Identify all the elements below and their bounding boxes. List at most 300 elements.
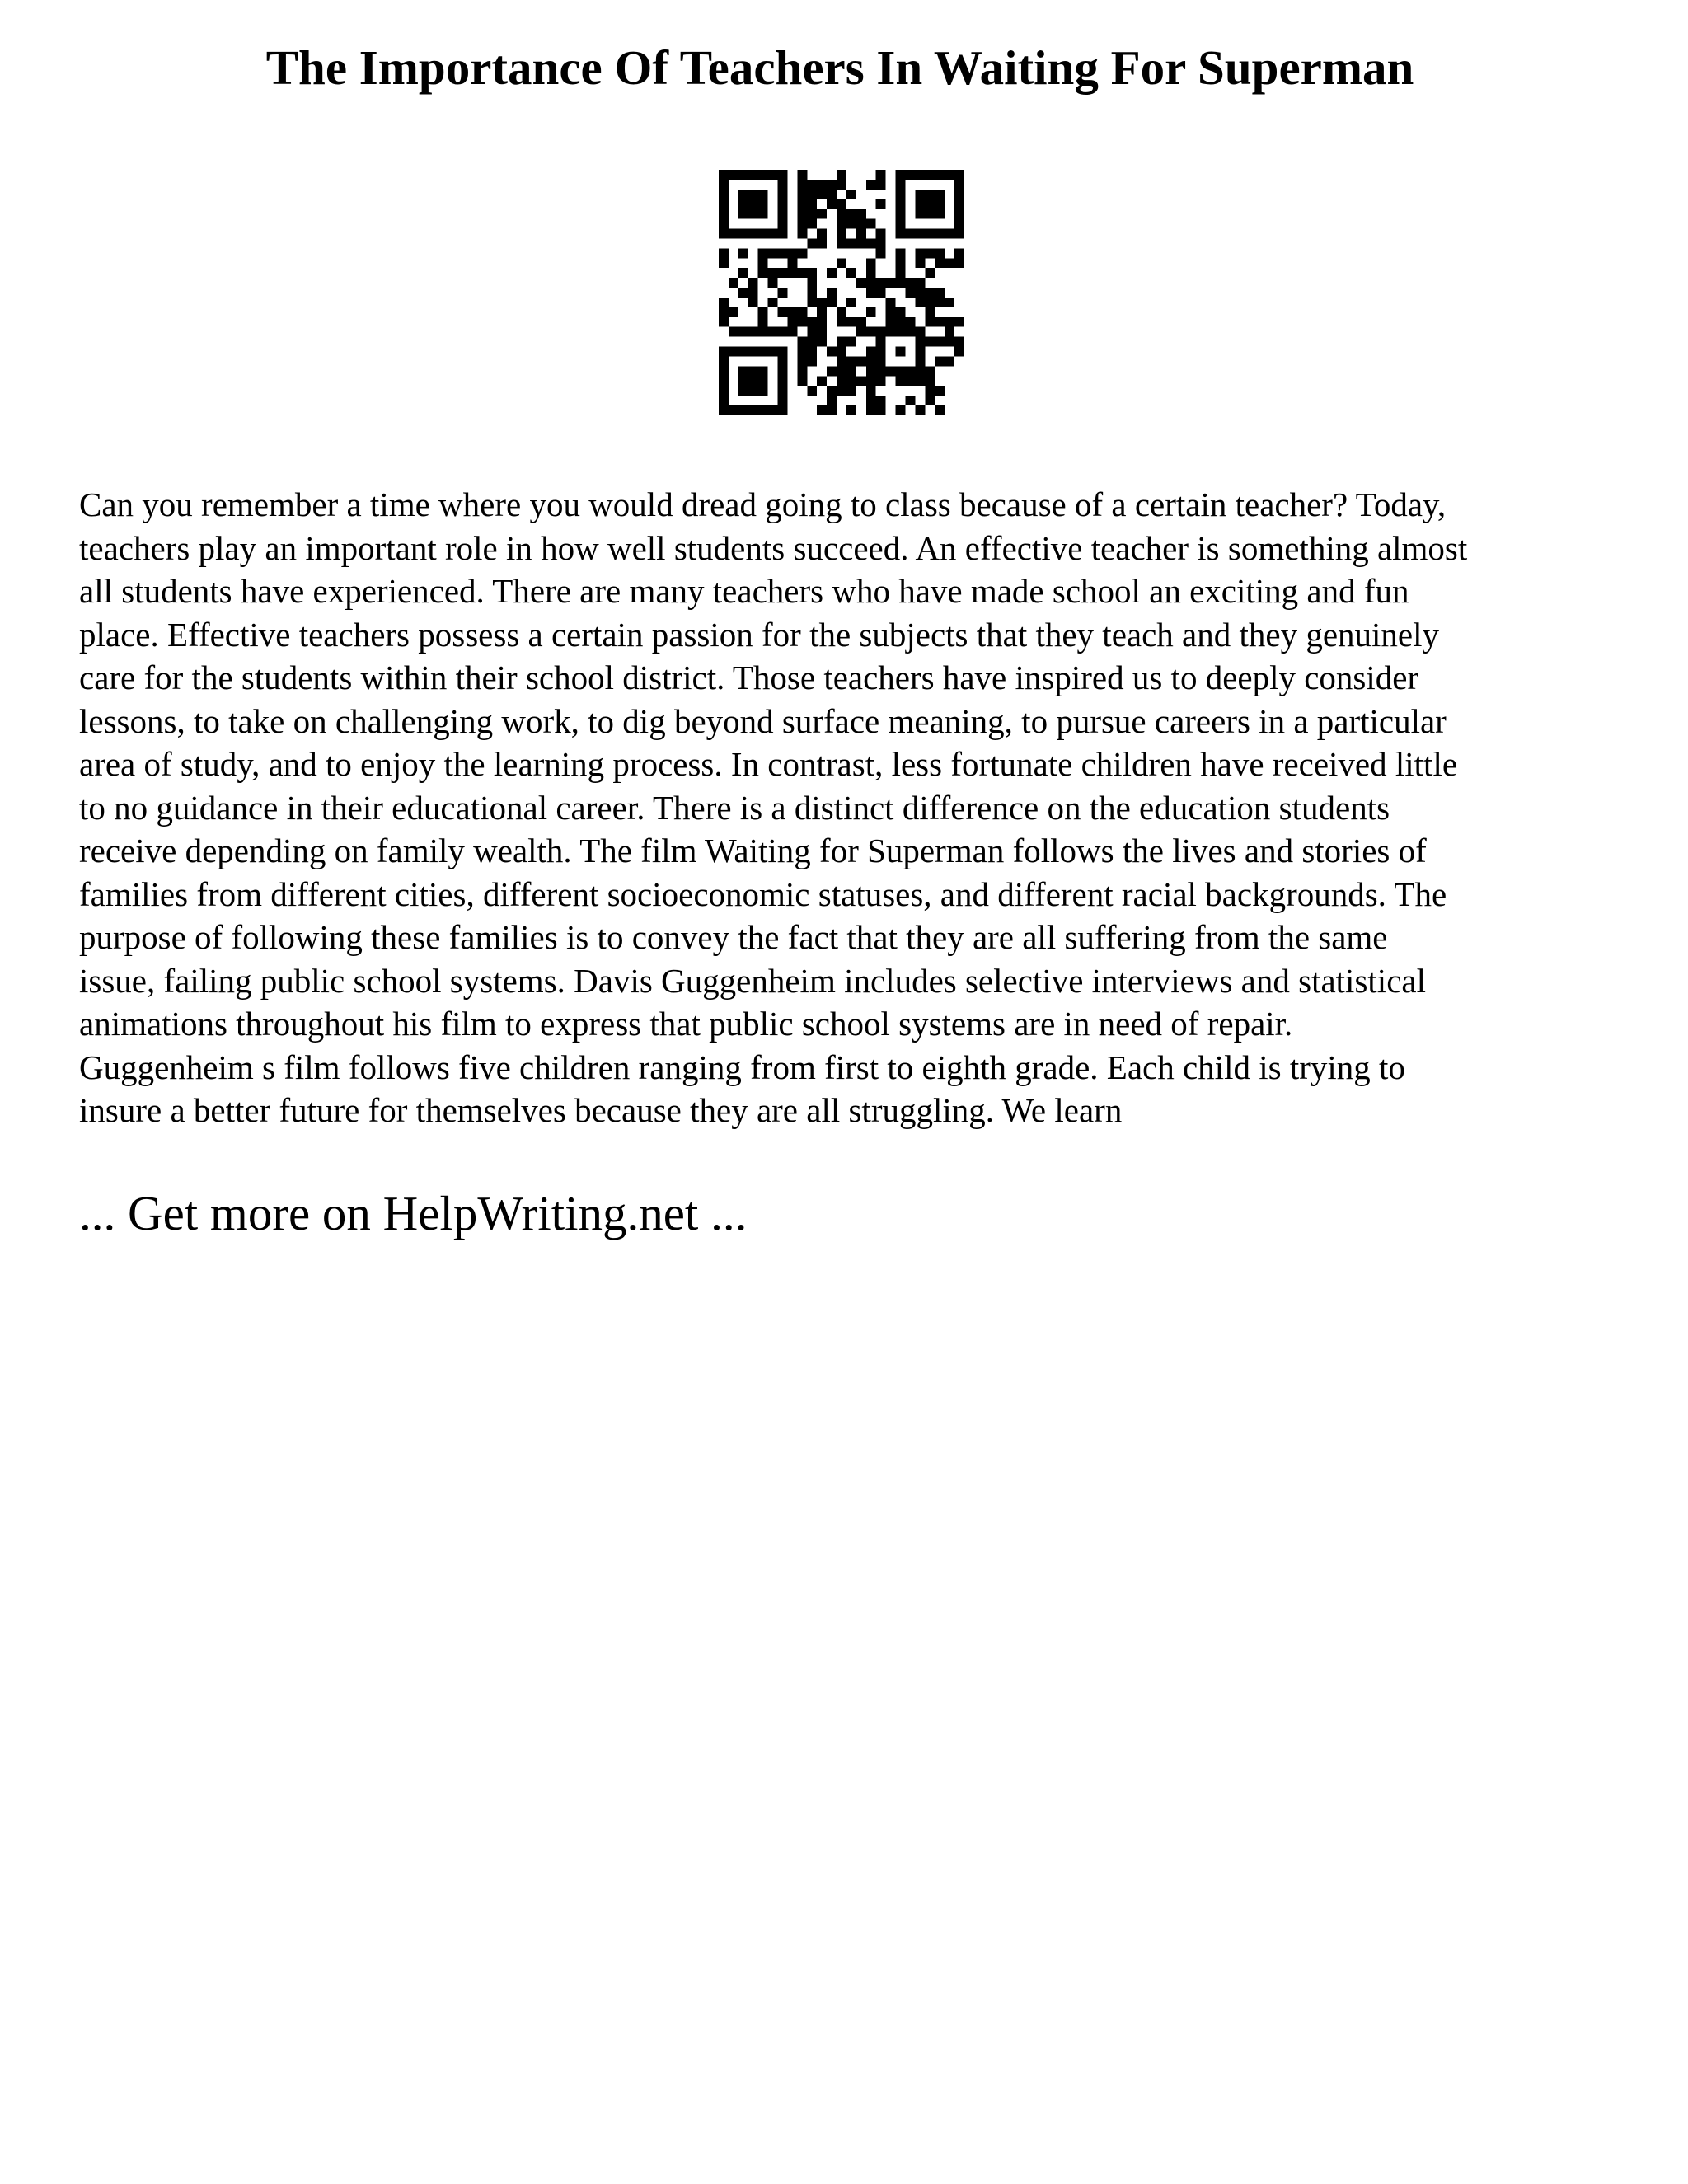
qr-module xyxy=(856,219,866,229)
qr-module xyxy=(935,356,945,366)
qr-module xyxy=(876,248,886,258)
qr-module xyxy=(925,288,935,298)
qr-module xyxy=(856,238,866,248)
qr-module xyxy=(768,347,778,357)
qr-module xyxy=(719,219,729,229)
qr-module xyxy=(905,317,915,327)
qr-module xyxy=(905,278,915,288)
qr-module xyxy=(935,386,945,396)
qr-module xyxy=(837,317,846,327)
qr-module xyxy=(925,199,935,209)
qr-module xyxy=(778,170,788,180)
qr-module xyxy=(748,298,758,307)
qr-module xyxy=(738,229,748,239)
qr-module xyxy=(925,298,935,307)
qr-module xyxy=(719,190,729,199)
body-line: to no guidance in their educational career. There is a distinct difference on the education students xyxy=(79,788,1390,827)
qr-module xyxy=(787,258,797,268)
qr-module xyxy=(915,366,925,376)
qr-module xyxy=(905,366,915,376)
qr-module xyxy=(886,327,896,337)
qr-module xyxy=(758,258,768,268)
qr-module xyxy=(846,190,856,199)
qr-module xyxy=(915,199,925,209)
qr-module xyxy=(729,278,738,288)
qr-module xyxy=(896,199,906,209)
body-line: care for the students within their school district. Those teachers have inspired us to deeply consider xyxy=(79,658,1419,696)
qr-module xyxy=(866,180,876,190)
qr-module xyxy=(817,229,827,239)
qr-module xyxy=(748,190,758,199)
qr-module xyxy=(954,258,964,268)
qr-module xyxy=(896,376,906,386)
qr-module xyxy=(738,248,748,258)
qr-module xyxy=(846,337,856,347)
qr-module xyxy=(807,209,817,219)
qr-module xyxy=(846,238,856,248)
qr-module xyxy=(915,356,925,366)
qr-module xyxy=(866,219,876,229)
body-paragraph xyxy=(79,483,1629,1132)
qr-module xyxy=(954,347,964,357)
qr-module xyxy=(778,307,788,317)
qr-module xyxy=(876,288,886,298)
qr-module xyxy=(896,307,906,317)
qr-module xyxy=(758,209,768,219)
qr-module xyxy=(778,396,788,405)
qr-module xyxy=(945,327,954,337)
qr-module xyxy=(856,209,866,219)
qr-module xyxy=(866,268,876,278)
qr-module xyxy=(778,199,788,209)
body-line: issue, failing public school systems. Davis Guggenheim includes selective interviews and statistical xyxy=(79,961,1426,1000)
qr-module xyxy=(827,268,837,278)
qr-module xyxy=(915,248,925,258)
qr-module xyxy=(748,347,758,357)
qr-module xyxy=(925,386,935,396)
qr-module xyxy=(925,337,935,347)
qr-module xyxy=(915,298,925,307)
qr-module xyxy=(827,396,837,405)
qr-module xyxy=(837,366,846,376)
qr-module xyxy=(807,278,817,288)
qr-module xyxy=(846,219,856,229)
qr-module xyxy=(925,396,935,405)
qr-module xyxy=(827,190,837,199)
qr-module xyxy=(719,258,729,268)
body-line: receive depending on family wealth. The film Waiting for Superman follows the lives and stories of xyxy=(79,832,1427,869)
qr-module xyxy=(817,307,827,317)
qr-module xyxy=(748,229,758,239)
qr-module xyxy=(905,396,915,405)
qr-module xyxy=(758,347,768,357)
qr-module xyxy=(954,219,964,229)
qr-module xyxy=(925,248,935,258)
qr-module xyxy=(876,366,886,376)
document-title: The Importance Of Teachers In Waiting For Superman xyxy=(265,40,1414,95)
qr-module xyxy=(905,288,915,298)
qr-module xyxy=(807,190,817,199)
qr-module xyxy=(827,405,837,415)
qr-module xyxy=(738,288,748,298)
qr-module xyxy=(719,366,729,376)
qr-module xyxy=(827,199,837,209)
qr-module xyxy=(758,327,768,337)
qr-module xyxy=(817,298,827,307)
qr-module xyxy=(876,170,886,180)
qr-module xyxy=(797,180,807,190)
qr-module xyxy=(896,190,906,199)
qr-module xyxy=(738,376,748,386)
qr-module xyxy=(778,248,788,258)
qr-module xyxy=(866,238,876,248)
qr-module xyxy=(915,405,925,415)
qr-module xyxy=(876,356,886,366)
qr-module xyxy=(738,268,748,278)
qr-module xyxy=(719,298,729,307)
qr-module xyxy=(896,366,906,376)
qr-module xyxy=(748,288,758,298)
qr-module xyxy=(729,347,738,357)
qr-module xyxy=(856,376,866,386)
qr-module xyxy=(778,376,788,386)
qr-module xyxy=(729,307,738,317)
qr-module xyxy=(866,307,876,317)
qr-module xyxy=(856,278,866,288)
qr-module xyxy=(935,317,945,327)
qr-module xyxy=(866,356,876,366)
qr-module xyxy=(748,278,758,288)
qr-module xyxy=(925,170,935,180)
qr-module xyxy=(896,258,906,268)
qr-module xyxy=(925,190,935,199)
qr-module xyxy=(719,307,729,317)
qr-module xyxy=(729,229,738,239)
body-line: Can you remember a time where you would dread going to class because of a certain teacher? Today, xyxy=(79,485,1447,523)
qr-module xyxy=(807,288,817,298)
qr-module xyxy=(876,238,886,248)
qr-module xyxy=(807,268,817,278)
qr-module xyxy=(768,298,778,307)
qr-module xyxy=(925,376,935,386)
body-line: Guggenheim s film follows five children ranging from first to eighth grade. Each child is trying to xyxy=(79,1047,1405,1086)
qr-module xyxy=(719,170,729,180)
qr-module xyxy=(738,190,748,199)
qr-module xyxy=(876,337,886,347)
qr-module xyxy=(807,238,817,248)
qr-module xyxy=(905,229,915,239)
qr-module xyxy=(797,170,807,180)
qr-module xyxy=(748,327,758,337)
qr-module xyxy=(778,405,788,415)
qr-module xyxy=(896,229,906,239)
qr-module xyxy=(837,258,846,268)
body-line: teachers play an important role in how well students succeed. An effective teacher is something almost xyxy=(79,528,1468,567)
qr-module xyxy=(768,229,778,239)
qr-module xyxy=(925,317,935,327)
qr-module xyxy=(837,307,846,317)
qr-module xyxy=(837,376,846,386)
qr-module xyxy=(787,307,797,317)
qr-module xyxy=(935,199,945,209)
qr-module xyxy=(905,376,915,386)
qr-module xyxy=(748,199,758,209)
qr-module xyxy=(738,209,748,219)
qr-module xyxy=(866,396,876,405)
qr-module xyxy=(856,327,866,337)
qr-module xyxy=(719,248,729,258)
qr-module xyxy=(846,405,856,415)
qr-module xyxy=(886,298,896,307)
qr-module xyxy=(915,376,925,386)
qr-module xyxy=(954,190,964,199)
qr-module xyxy=(876,180,886,190)
qr-module xyxy=(837,356,846,366)
qr-module xyxy=(778,190,788,199)
qr-module xyxy=(886,307,896,317)
qr-module xyxy=(738,405,748,415)
qr-module xyxy=(817,327,827,337)
qr-module xyxy=(719,386,729,396)
qr-module xyxy=(797,317,807,327)
qr-module xyxy=(827,288,837,298)
qr-module xyxy=(807,199,817,209)
qr-module xyxy=(758,268,768,278)
qr-module xyxy=(925,307,935,317)
qr-module xyxy=(954,229,964,239)
qr-module xyxy=(954,337,964,347)
body-line: lessons, to take on challenging work, to dig beyond surface meaning, to pursue careers in a particular xyxy=(79,701,1447,740)
qr-module xyxy=(925,366,935,376)
qr-module xyxy=(846,209,856,219)
qr-module xyxy=(945,298,954,307)
qr-module xyxy=(758,199,768,209)
qr-module xyxy=(729,405,738,415)
qr-module xyxy=(896,347,906,357)
qr-module xyxy=(758,405,768,415)
qr-module xyxy=(768,170,778,180)
qr-module xyxy=(797,229,807,239)
qr-module xyxy=(807,219,817,229)
body-line: insure a better future for themselves because they are all struggling. We learn xyxy=(79,1091,1123,1129)
qr-module xyxy=(748,366,758,376)
qr-module xyxy=(817,209,827,219)
qr-module xyxy=(837,180,846,190)
qr-module xyxy=(915,347,925,357)
qr-module xyxy=(945,229,954,239)
body-line: all students have experienced. There are many teachers who have made school an exciting and fun xyxy=(79,572,1409,610)
qr-module xyxy=(748,209,758,219)
qr-module xyxy=(876,278,886,288)
qr-module xyxy=(915,327,925,337)
qr-module xyxy=(797,356,807,366)
qr-module xyxy=(945,258,954,268)
qr-module xyxy=(787,248,797,258)
qr-module xyxy=(758,307,768,317)
qr-module xyxy=(768,278,778,288)
qr-module xyxy=(719,376,729,386)
qr-module xyxy=(797,366,807,376)
qr-module xyxy=(797,347,807,357)
qr-module xyxy=(886,317,896,327)
qr-module xyxy=(856,356,866,366)
qr-module xyxy=(778,386,788,396)
body-line: place. Effective teachers possess a certain passion for the subjects that they teach and they genuinely xyxy=(79,615,1440,654)
qr-module xyxy=(729,327,738,337)
get-more-link[interactable]: ... Get more on HelpWriting.net ... xyxy=(79,1186,748,1240)
qr-module xyxy=(778,180,788,190)
qr-module xyxy=(758,248,768,258)
qr-module xyxy=(719,199,729,209)
qr-module xyxy=(846,366,856,376)
qr-module xyxy=(954,199,964,209)
qr-module xyxy=(778,268,788,278)
qr-module xyxy=(856,229,866,239)
qr-module xyxy=(807,327,817,337)
qr-module xyxy=(866,327,876,337)
qr-module xyxy=(915,170,925,180)
qr-module xyxy=(905,170,915,180)
qr-module xyxy=(797,376,807,386)
qr-module xyxy=(935,170,945,180)
qr-module xyxy=(817,405,827,415)
qr-module xyxy=(925,209,935,219)
qr-module xyxy=(846,376,856,386)
qr-module xyxy=(886,366,896,376)
qr-module xyxy=(768,268,778,278)
qr-module xyxy=(846,356,856,366)
qr-module xyxy=(768,248,778,258)
qr-module xyxy=(945,356,954,366)
qr-module xyxy=(719,209,729,219)
qr-module xyxy=(876,229,886,239)
qr-module xyxy=(866,376,876,386)
qr-module xyxy=(719,347,729,357)
qr-module xyxy=(935,229,945,239)
qr-module xyxy=(719,396,729,405)
qr-module xyxy=(758,229,768,239)
qr-module xyxy=(896,327,906,337)
qr-module xyxy=(876,327,886,337)
qr-module xyxy=(954,180,964,190)
qr-module xyxy=(876,376,886,386)
qr-module xyxy=(817,180,827,190)
qr-module xyxy=(935,248,945,258)
body-line: area of study, and to enjoy the learning process. In contrast, less fortunate children have received little xyxy=(79,745,1458,783)
qr-module xyxy=(719,229,729,239)
qr-module xyxy=(807,298,817,307)
qr-module xyxy=(866,386,876,396)
qr-module xyxy=(837,209,846,219)
qr-module xyxy=(935,288,945,298)
body-line: families from different cities, different socioeconomic statuses, and different racial backgrounds. The xyxy=(79,874,1447,913)
qr-module xyxy=(935,190,945,199)
qr-module xyxy=(787,317,797,327)
qr-module xyxy=(797,190,807,199)
qr-module xyxy=(837,219,846,229)
qr-module xyxy=(837,347,846,357)
qr-module xyxy=(787,327,797,337)
qr-module xyxy=(866,278,876,288)
qr-module xyxy=(866,347,876,357)
qr-module xyxy=(866,366,876,376)
qr-module xyxy=(797,337,807,347)
qr-module xyxy=(954,170,964,180)
qr-module xyxy=(827,298,837,307)
qr-code-icon xyxy=(719,170,964,415)
qr-module xyxy=(719,356,729,366)
qr-module xyxy=(738,347,748,357)
qr-module xyxy=(935,337,945,347)
body-line: purpose of following these families is to convey the fact that they are all suffering from the same xyxy=(79,918,1388,956)
qr-module xyxy=(748,386,758,396)
qr-module xyxy=(896,317,906,327)
qr-module xyxy=(719,180,729,190)
qr-module xyxy=(758,376,768,386)
qr-module xyxy=(876,199,886,209)
qr-module xyxy=(876,396,886,405)
qr-module xyxy=(935,209,945,219)
qr-module xyxy=(915,209,925,219)
qr-module xyxy=(896,278,906,288)
qr-module xyxy=(768,405,778,415)
qr-module xyxy=(817,317,827,327)
qr-module xyxy=(729,170,738,180)
qr-module xyxy=(797,248,807,258)
qr-module xyxy=(778,229,788,239)
qr-module xyxy=(837,229,846,239)
qr-module xyxy=(817,376,827,386)
qr-module xyxy=(896,209,906,219)
qr-module xyxy=(807,386,817,396)
qr-module xyxy=(905,327,915,337)
qr-module xyxy=(719,317,729,327)
qr-module xyxy=(738,386,748,396)
qr-module xyxy=(807,347,817,357)
qr-module xyxy=(787,268,797,278)
qr-module xyxy=(827,180,837,190)
qr-module xyxy=(778,219,788,229)
qr-module xyxy=(954,209,964,219)
qr-module xyxy=(846,268,856,278)
qr-module xyxy=(925,268,935,278)
qr-module xyxy=(896,219,906,229)
qr-module xyxy=(915,190,925,199)
qr-module xyxy=(896,170,906,180)
qr-module xyxy=(954,317,964,327)
qr-module xyxy=(856,317,866,327)
qr-module xyxy=(915,229,925,239)
qr-module xyxy=(896,248,906,258)
qr-module xyxy=(797,219,807,229)
qr-module xyxy=(915,337,925,347)
qr-module xyxy=(778,327,788,337)
qr-module xyxy=(866,288,876,298)
qr-module xyxy=(758,190,768,199)
qr-module xyxy=(807,180,817,190)
qr-module xyxy=(935,405,945,415)
qr-module xyxy=(748,170,758,180)
qr-module xyxy=(846,386,856,396)
qr-module xyxy=(896,268,906,278)
qr-module xyxy=(738,327,748,337)
qr-module xyxy=(866,405,876,415)
qr-module xyxy=(817,238,827,248)
qr-module xyxy=(758,386,768,396)
qr-module xyxy=(915,288,925,298)
qr-module xyxy=(797,209,807,219)
qr-code-graphic xyxy=(719,170,964,415)
